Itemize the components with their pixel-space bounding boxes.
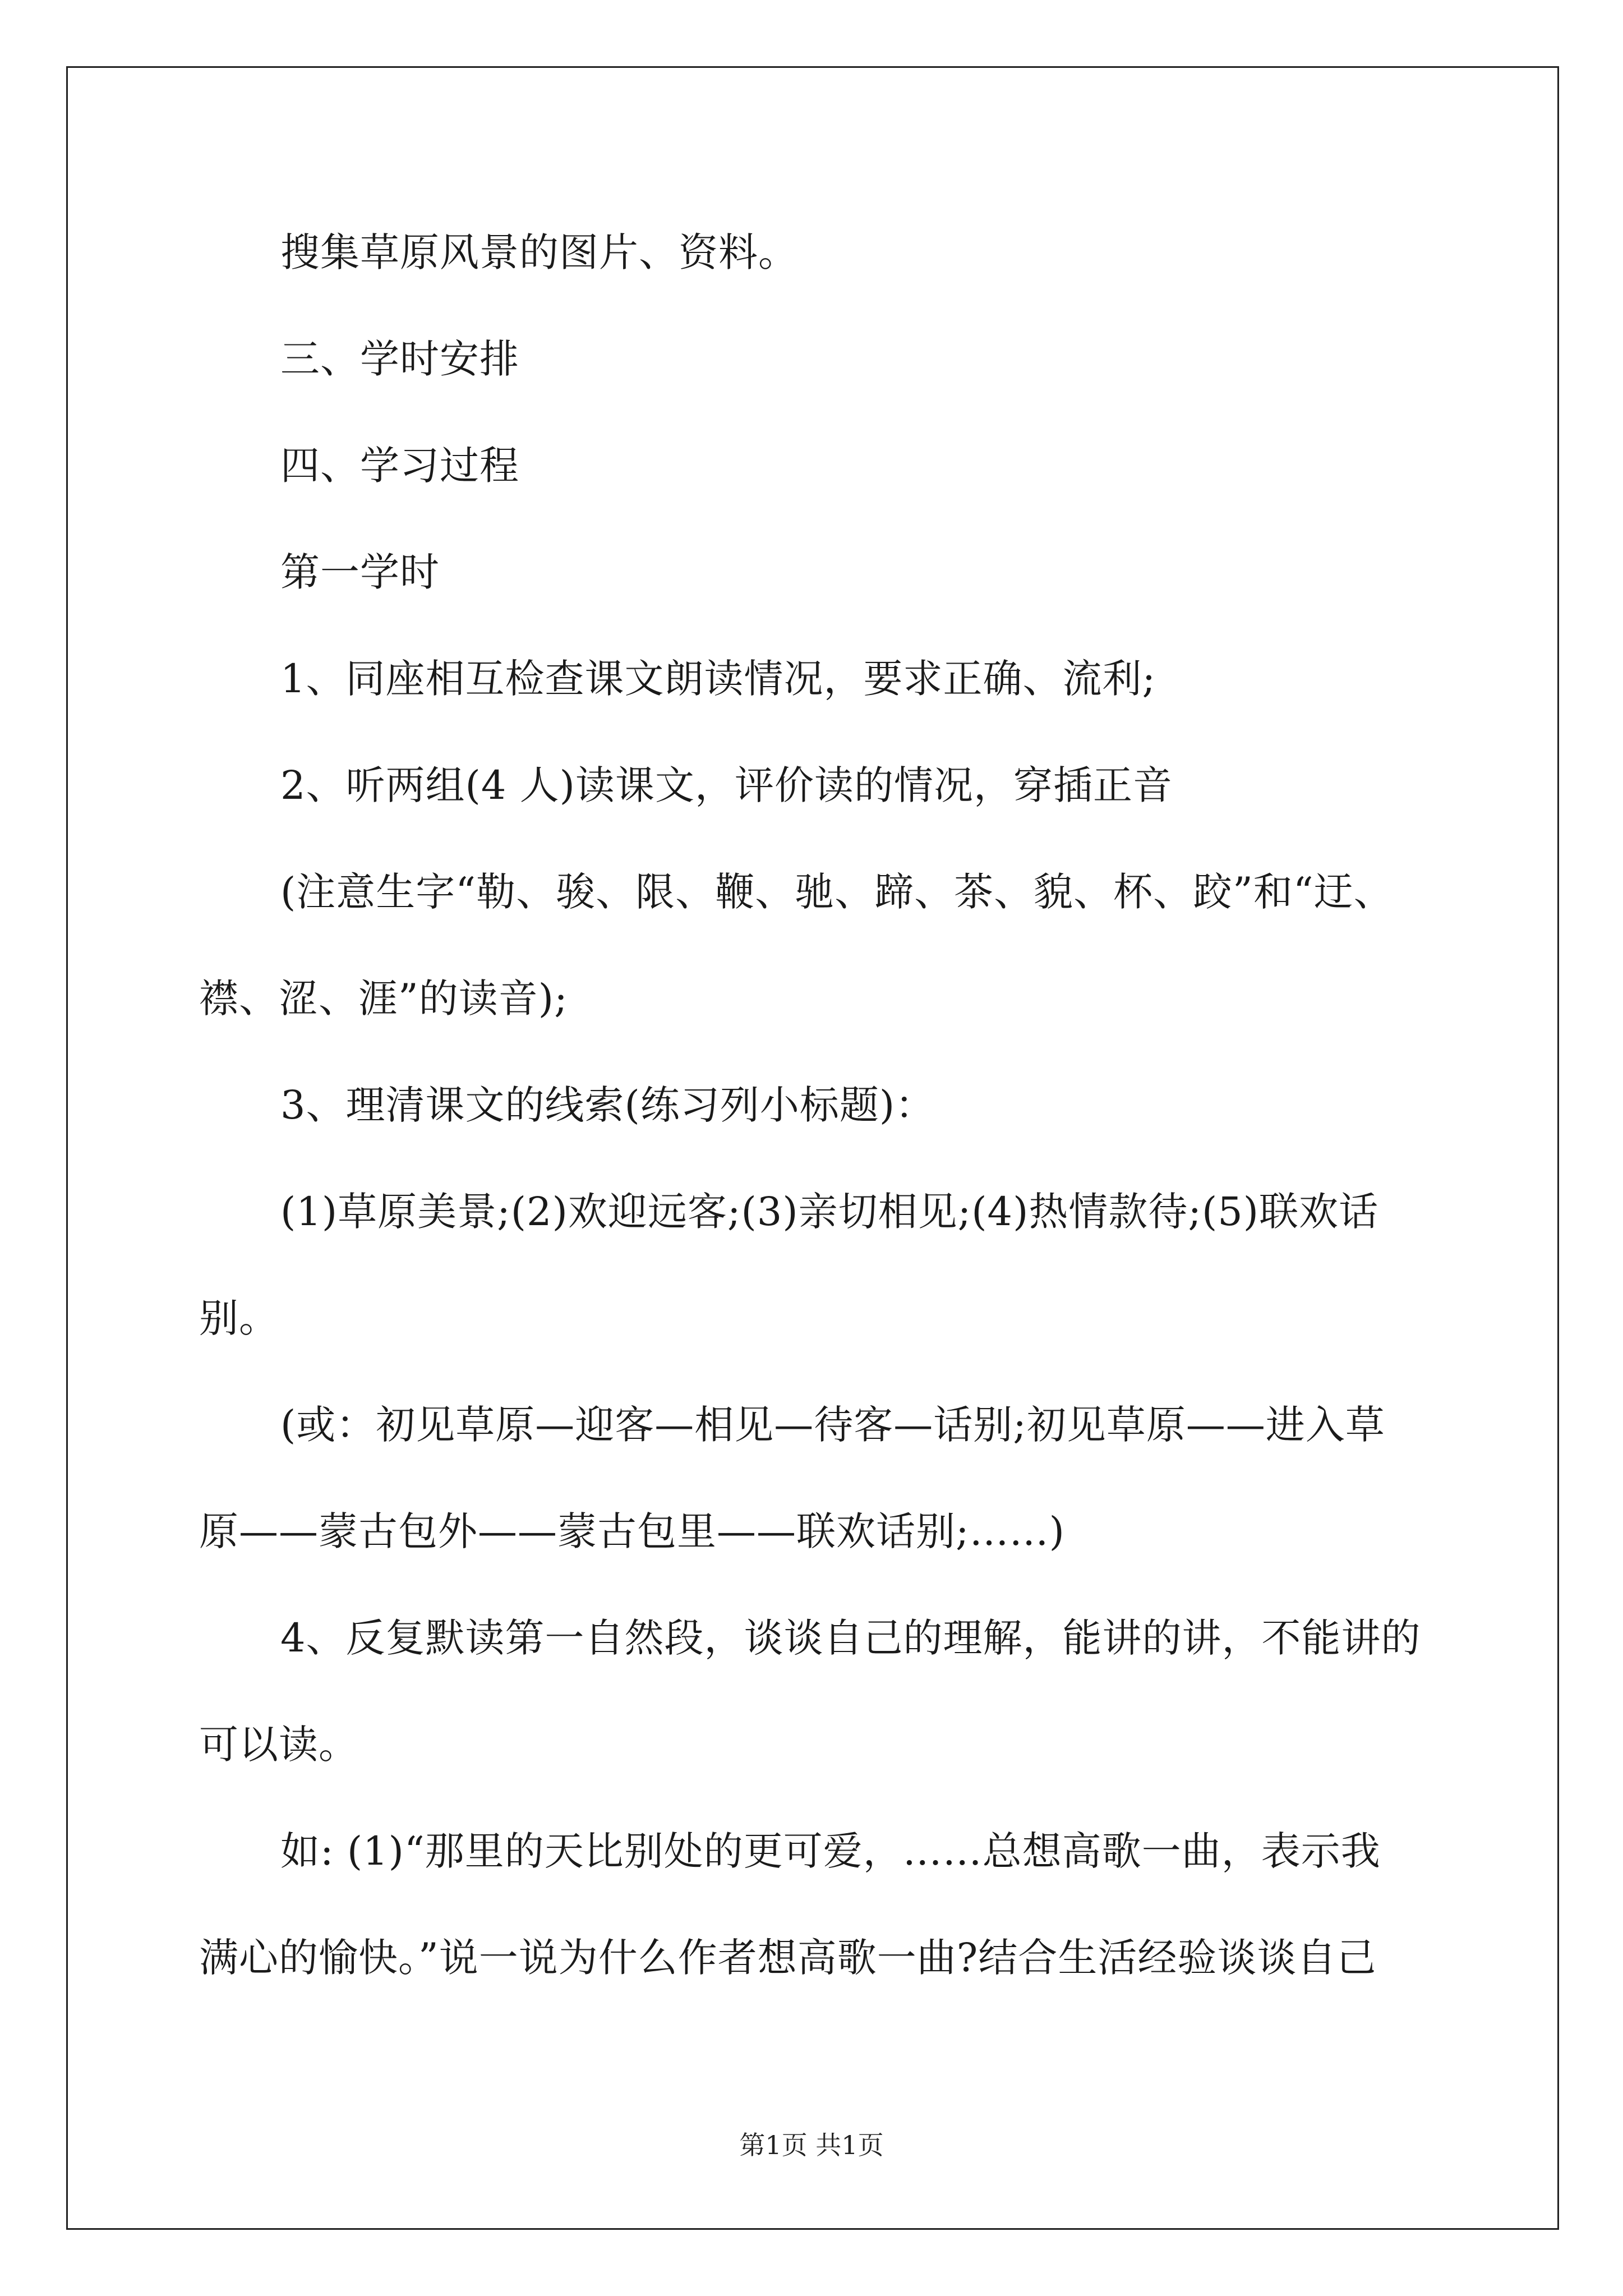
- paragraph-line: 2、听两组(4 人)读课文，评价读的情况，穿插正音: [280, 762, 1173, 808]
- section-heading: 四、学习过程: [280, 443, 519, 489]
- paragraph-line: 别。: [199, 1295, 279, 1341]
- paragraph-line: 原——蒙古包外——蒙古包里——联欢话别;……): [199, 1508, 1065, 1554]
- subsection-heading: 第一学时: [280, 549, 440, 595]
- paragraph-line: 搜集草原风景的图片、资料。: [280, 229, 798, 275]
- paragraph-line: 可以读。: [199, 1722, 358, 1768]
- paragraph-line: 满心的愉快。”说一说为什么作者想高歌一曲?结合生活经验谈谈自己: [199, 1935, 1377, 1981]
- paragraph-line: (1)草原美景;(2)欢迎远客;(3)亲切相见;(4)热情款待;(5)联欢话: [280, 1189, 1379, 1235]
- paragraph-line: (或：初见草原—迎客—相见—待客—话别;初见草原——进入草: [280, 1402, 1385, 1448]
- paragraph-line: 3、理清课文的线索(练习列小标题)：: [280, 1082, 935, 1128]
- paragraph-line: 4、反复默读第一自然段，谈谈自己的理解，能讲的讲，不能讲的: [280, 1615, 1421, 1661]
- paragraph-line: 如: (1)“那里的天比别处的更可爱，……总想高歌一曲，表示我: [280, 1828, 1381, 1874]
- paragraph-line: (注意生字“勒、骏、限、鞭、驰、蹄、茶、貌、杯、跤”和“迂、: [280, 869, 1394, 915]
- section-heading: 三、学时安排: [280, 336, 519, 382]
- paragraph-line: 1、同座相互检查课文朗读情况，要求正确、流利;: [280, 656, 1156, 702]
- page-footer: 第1页 共1页: [739, 2130, 884, 2160]
- page-border: [66, 66, 1559, 2230]
- paragraph-line: 襟、涩、涯”的读音);: [199, 976, 568, 1022]
